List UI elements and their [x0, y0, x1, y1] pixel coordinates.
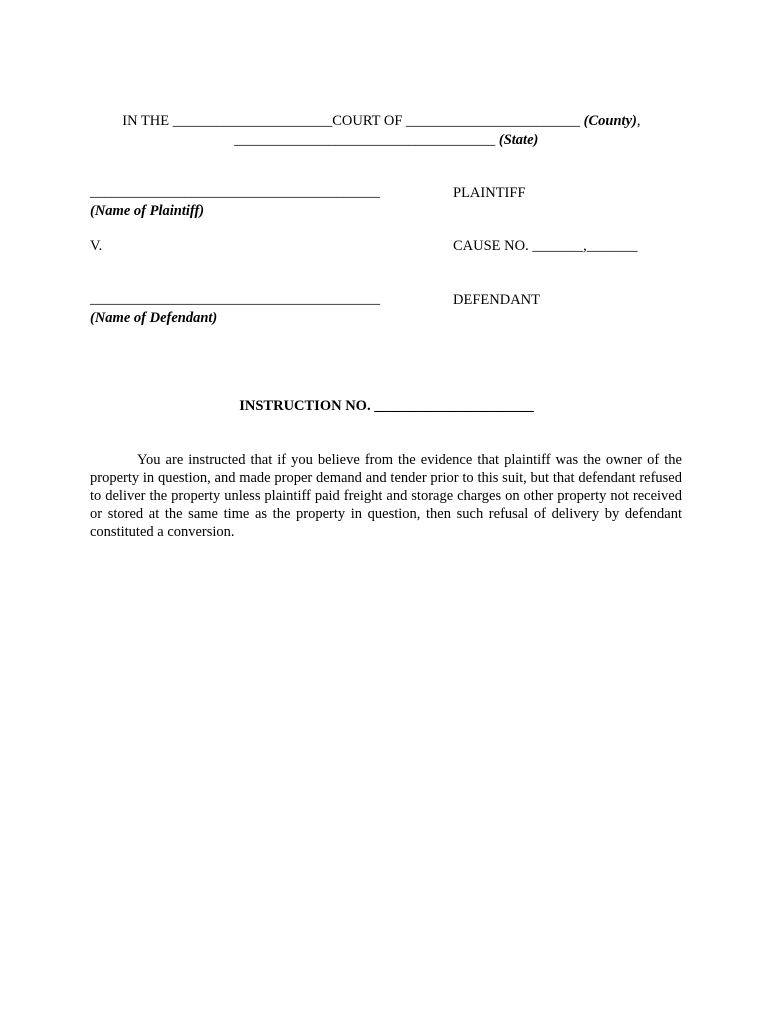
instruction-heading: [232, 379, 534, 415]
plaintiff-label: PLAINTIFF: [453, 185, 526, 201]
state-label: (State): [498, 132, 539, 148]
state-header-line: [227, 113, 538, 149]
instruction-label: INSTRUCTION NO.: [239, 398, 375, 414]
county-label: (County): [583, 113, 637, 129]
header-comma: ,: [636, 113, 641, 129]
plaintiff-name-line: ________________________________________: [90, 184, 380, 200]
defendant-name-caption: (Name of Defendant): [90, 310, 218, 326]
header-court-of: COURT OF: [332, 113, 407, 129]
instruction-number-blank: ______________________: [374, 398, 534, 414]
plaintiff-name-caption: (Name of Plaintiff): [90, 203, 205, 219]
defendant-label: DEFENDANT: [453, 292, 540, 308]
county-blank: ________________________: [406, 113, 581, 129]
state-blank: ____________________________________: [234, 132, 496, 148]
versus-label: V.: [90, 238, 103, 254]
instruction-body-paragraph: You are instructed that if you believe from the evidence that plaintiff was the owner of the property in question, and made proper demand and tender prior to this suit, but that defendant refused to deliver the property unless plaintiff paid freight and storage charges on other property not received or stored at the same time as the property in question, then such refusal of delivery by defendant constituted a conversion.: [90, 452, 682, 540]
defendant-name-line: ________________________________________: [90, 291, 380, 307]
court-name-blank: ______________________: [172, 113, 333, 129]
cause-number: CAUSE NO. _______,_______: [453, 238, 638, 254]
header-prefix: IN THE: [122, 113, 173, 129]
